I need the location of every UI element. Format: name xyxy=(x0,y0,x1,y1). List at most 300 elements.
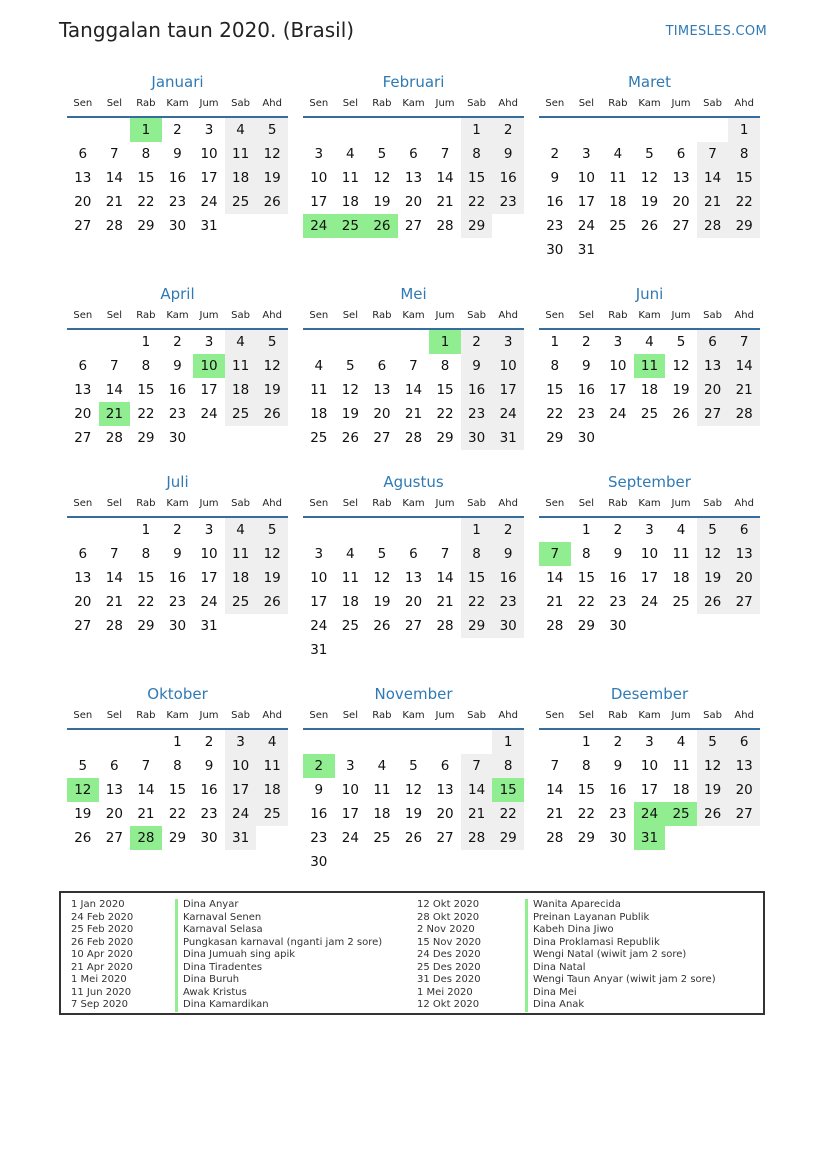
holiday-date: 15 Nov 2020 xyxy=(417,936,482,948)
day-cell: 28 xyxy=(436,218,454,234)
day-cell: 11 xyxy=(373,782,391,798)
day-cell: 5 xyxy=(409,758,418,774)
weekday-header: Ahd xyxy=(492,309,524,330)
day-cell: 2 xyxy=(461,330,493,354)
day-cell: 5 xyxy=(697,518,729,542)
month-days-grid xyxy=(303,709,524,874)
day-cell: 28 xyxy=(546,618,564,634)
holiday-names-right xyxy=(525,899,716,1012)
day-cell: 10 xyxy=(310,570,328,586)
day-cell: 31 xyxy=(225,826,257,850)
empty-day-cell xyxy=(697,426,729,450)
day-cell: 15 xyxy=(168,782,187,798)
day-cell: 22 xyxy=(168,806,187,822)
day-cell: 30 xyxy=(310,854,328,870)
holiday-day-cell: 25 xyxy=(665,802,697,826)
day-cell: 13 xyxy=(74,570,92,586)
day-cell: 16 xyxy=(168,570,187,586)
holiday-name: Dina Anyar xyxy=(175,899,382,912)
day-cell: 4 xyxy=(613,146,623,162)
day-cell: 15 xyxy=(461,166,493,190)
weekday-header: Sel xyxy=(571,97,603,118)
empty-day-cell xyxy=(67,118,99,142)
day-cell: 3 xyxy=(314,146,324,162)
day-cell: 5 xyxy=(256,330,288,354)
day-cell: 10 xyxy=(577,170,595,186)
empty-day-cell xyxy=(665,614,697,638)
weekday-header: Jum xyxy=(665,497,697,518)
day-cell: 12 xyxy=(373,570,391,586)
day-cell: 25 xyxy=(609,218,627,234)
day-cell: 2 xyxy=(173,522,182,538)
day-cell: 15 xyxy=(728,166,760,190)
empty-day-cell xyxy=(398,118,430,142)
day-cell: 7 xyxy=(440,546,450,562)
day-cell: 6 xyxy=(728,730,760,754)
day-cell: 27 xyxy=(728,590,760,614)
weekday-header: Rab xyxy=(130,709,162,730)
holiday-day-cell: 15 xyxy=(492,778,524,802)
day-cell: 26 xyxy=(256,402,288,426)
weekday-header: Sel xyxy=(335,309,367,330)
weekday-header: Sel xyxy=(335,709,367,730)
holiday-name: Dina Natal xyxy=(525,962,716,975)
day-cell: 1 xyxy=(141,334,151,350)
day-cell: 27 xyxy=(672,218,690,234)
weekday-header: Sel xyxy=(335,97,367,118)
day-cell: 4 xyxy=(346,546,355,562)
empty-day-cell xyxy=(634,238,666,262)
day-cell: 30 xyxy=(577,430,595,446)
day-cell: 23 xyxy=(461,402,493,426)
day-cell: 12 xyxy=(256,142,288,166)
weekday-header: Sen xyxy=(67,497,99,518)
day-cell: 25 xyxy=(225,190,257,214)
day-cell: 13 xyxy=(105,782,123,798)
day-cell: 28 xyxy=(105,218,123,234)
day-cell: 16 xyxy=(310,806,328,822)
weekday-header: Kam xyxy=(162,97,194,118)
day-cell: 9 xyxy=(204,758,214,774)
day-cell: 5 xyxy=(256,518,288,542)
day-cell: 19 xyxy=(256,378,288,402)
empty-day-cell xyxy=(366,330,398,354)
day-cell: 18 xyxy=(373,806,391,822)
day-cell: 7 xyxy=(728,330,760,354)
weekday-header: Sab xyxy=(225,709,257,730)
holiday-name: Kabeh Dina Jiwo xyxy=(525,924,716,937)
day-cell: 28 xyxy=(105,618,123,634)
day-cell: 20 xyxy=(404,194,423,210)
day-cell: 16 xyxy=(609,782,627,798)
empty-day-cell xyxy=(728,426,760,450)
day-cell: 20 xyxy=(74,594,92,610)
day-cell: 2 xyxy=(204,734,214,750)
day-cell: 12 xyxy=(697,542,729,566)
day-cell: 28 xyxy=(461,826,493,850)
day-cell: 9 xyxy=(173,546,182,562)
day-cell: 6 xyxy=(78,146,88,162)
empty-day-cell xyxy=(634,118,666,142)
day-cell: 4 xyxy=(676,734,686,750)
day-cell: 28 xyxy=(546,830,564,846)
day-cell: 29 xyxy=(168,830,187,846)
day-cell: 16 xyxy=(168,170,187,186)
empty-day-cell xyxy=(602,118,634,142)
day-cell: 25 xyxy=(640,406,659,422)
day-cell: 14 xyxy=(728,354,760,378)
day-cell: 5 xyxy=(377,546,387,562)
day-cell: 9 xyxy=(492,542,524,566)
empty-day-cell xyxy=(697,238,729,262)
day-cell: 20 xyxy=(728,778,760,802)
day-cell: 19 xyxy=(404,806,423,822)
day-cell: 12 xyxy=(404,782,423,798)
holiday-date: 31 Des 2020 xyxy=(417,974,481,985)
day-cell: 3 xyxy=(204,122,214,138)
day-cell: 7 xyxy=(550,758,560,774)
day-cell: 23 xyxy=(492,190,524,214)
holiday-name: Dina Buruh xyxy=(175,974,382,987)
weekday-header: Kam xyxy=(398,97,430,118)
day-cell: 15 xyxy=(546,382,564,398)
weekday-header: Jum xyxy=(665,97,697,118)
day-cell: 20 xyxy=(74,194,92,210)
empty-day-cell xyxy=(99,330,131,354)
day-cell: 21 xyxy=(461,802,493,826)
day-cell: 4 xyxy=(225,118,257,142)
day-cell: 2 xyxy=(613,734,623,750)
weekday-header: Ahd xyxy=(256,97,288,118)
day-cell: 26 xyxy=(74,830,92,846)
day-cell: 7 xyxy=(110,358,119,374)
month-name: Juni xyxy=(635,285,664,303)
month-days-grid xyxy=(303,97,524,238)
holiday-date: 12 Okt 2020 xyxy=(417,899,480,910)
month-april xyxy=(67,284,288,472)
day-cell: 10 xyxy=(200,146,218,162)
day-cell: 11 xyxy=(225,354,257,378)
day-cell: 17 xyxy=(609,382,627,398)
day-cell: 10 xyxy=(640,546,659,562)
empty-day-cell xyxy=(492,638,524,662)
day-cell: 19 xyxy=(640,194,659,210)
day-cell: 24 xyxy=(609,406,627,422)
day-cell: 3 xyxy=(613,334,623,350)
day-cell: 22 xyxy=(137,194,155,210)
day-cell: 29 xyxy=(546,430,564,446)
weekday-header: Sel xyxy=(571,497,603,518)
day-cell: 11 xyxy=(256,754,288,778)
weekday-header: Ahd xyxy=(728,709,760,730)
day-cell: 18 xyxy=(256,778,288,802)
day-cell: 6 xyxy=(728,518,760,542)
day-cell: 13 xyxy=(728,754,760,778)
empty-day-cell xyxy=(366,730,398,754)
empty-day-cell xyxy=(571,118,603,142)
weekday-header: Ahd xyxy=(256,709,288,730)
month-mei xyxy=(303,284,524,472)
day-cell: 31 xyxy=(200,618,218,634)
holiday-date: 12 Okt 2020 xyxy=(417,999,480,1010)
weekday-header: Kam xyxy=(634,497,666,518)
day-cell: 14 xyxy=(137,782,155,798)
day-cell: 22 xyxy=(137,406,155,422)
holiday-name: Dina Proklamasi Republik xyxy=(525,937,716,950)
day-cell: 25 xyxy=(225,402,257,426)
empty-day-cell xyxy=(634,426,666,450)
month-juni xyxy=(539,284,760,472)
empty-day-cell xyxy=(429,638,461,662)
day-cell: 14 xyxy=(461,778,493,802)
day-cell: 4 xyxy=(346,146,355,162)
day-cell: 18 xyxy=(672,782,690,798)
day-cell: 29 xyxy=(461,214,493,238)
day-cell: 23 xyxy=(168,406,187,422)
day-cell: 1 xyxy=(582,734,591,750)
day-cell: 11 xyxy=(672,546,690,562)
empty-day-cell xyxy=(697,614,729,638)
day-cell: 30 xyxy=(168,618,187,634)
month-days-grid xyxy=(539,497,760,638)
holiday-name: Dina Tiradentes xyxy=(175,962,382,975)
holiday-name: Dina Mei xyxy=(525,987,716,1000)
holiday-dates-right xyxy=(417,899,481,1012)
day-cell: 28 xyxy=(105,430,123,446)
day-cell: 4 xyxy=(225,330,257,354)
day-cell: 16 xyxy=(577,382,595,398)
empty-day-cell xyxy=(67,518,99,542)
weekday-header: Sen xyxy=(67,309,99,330)
empty-day-cell xyxy=(665,238,697,262)
day-cell: 2 xyxy=(492,518,524,542)
weekday-header: Rab xyxy=(366,497,398,518)
day-cell: 12 xyxy=(256,542,288,566)
weekday-header: Jum xyxy=(665,309,697,330)
holiday-name: Wanita Aparecida xyxy=(525,899,716,912)
holiday-day-cell: 7 xyxy=(539,542,571,566)
day-cell: 2 xyxy=(613,522,623,538)
month-name: September xyxy=(608,473,691,491)
weekday-header: Sen xyxy=(303,309,335,330)
day-cell: 26 xyxy=(256,590,288,614)
day-cell: 23 xyxy=(577,406,595,422)
empty-day-cell xyxy=(366,118,398,142)
day-cell: 21 xyxy=(436,594,454,610)
empty-day-cell xyxy=(602,238,634,262)
day-cell: 10 xyxy=(609,358,627,374)
day-cell: 9 xyxy=(492,142,524,166)
day-cell: 20 xyxy=(74,406,92,422)
day-cell: 3 xyxy=(582,146,591,162)
day-cell: 1 xyxy=(582,522,591,538)
day-cell: 18 xyxy=(341,194,359,210)
day-cell: 17 xyxy=(492,378,524,402)
weekday-header: Rab xyxy=(130,309,162,330)
weekday-header: Sab xyxy=(697,309,729,330)
day-cell: 22 xyxy=(577,594,595,610)
day-cell: 14 xyxy=(105,170,123,186)
day-cell: 14 xyxy=(105,382,123,398)
weekday-header: Ahd xyxy=(492,709,524,730)
day-cell: 24 xyxy=(577,218,595,234)
day-cell: 16 xyxy=(492,566,524,590)
empty-day-cell xyxy=(539,730,571,754)
day-cell: 4 xyxy=(225,518,257,542)
day-cell: 13 xyxy=(74,382,92,398)
day-cell: 30 xyxy=(609,618,627,634)
day-cell: 1 xyxy=(550,334,560,350)
day-cell: 6 xyxy=(697,330,729,354)
day-cell: 24 xyxy=(200,594,218,610)
day-cell: 30 xyxy=(200,830,218,846)
day-cell: 8 xyxy=(582,758,591,774)
day-cell: 20 xyxy=(697,378,729,402)
weekday-header: Rab xyxy=(602,709,634,730)
day-cell: 21 xyxy=(105,594,123,610)
month-name: Mei xyxy=(400,285,427,303)
empty-day-cell xyxy=(539,118,571,142)
weekday-header: Rab xyxy=(366,709,398,730)
empty-day-cell xyxy=(429,850,461,874)
day-cell: 13 xyxy=(404,170,423,186)
day-cell: 24 xyxy=(341,830,359,846)
month-days-grid xyxy=(67,309,288,450)
day-cell: 7 xyxy=(461,754,493,778)
day-cell: 4 xyxy=(645,334,654,350)
empty-day-cell xyxy=(665,826,697,850)
day-cell: 10 xyxy=(492,354,524,378)
holiday-day-cell: 11 xyxy=(634,354,666,378)
day-cell: 8 xyxy=(440,358,450,374)
day-cell: 12 xyxy=(256,354,288,378)
day-cell: 27 xyxy=(74,618,92,634)
weekday-header: Jum xyxy=(665,709,697,730)
empty-day-cell xyxy=(256,826,288,850)
day-cell: 26 xyxy=(256,190,288,214)
weekday-header: Sab xyxy=(225,97,257,118)
day-cell: 30 xyxy=(461,426,493,450)
holiday-date: 10 Apr 2020 xyxy=(71,949,133,960)
day-cell: 16 xyxy=(546,194,564,210)
weekday-header: Kam xyxy=(634,309,666,330)
empty-day-cell xyxy=(429,730,461,754)
day-cell: 8 xyxy=(728,142,760,166)
day-cell: 9 xyxy=(582,358,591,374)
holiday-name: Wengi Taun Anyar (wiwit jam 2 sore) xyxy=(525,974,716,987)
day-cell: 29 xyxy=(577,618,595,634)
day-cell: 29 xyxy=(461,614,493,638)
day-cell: 11 xyxy=(225,142,257,166)
day-cell: 24 xyxy=(492,402,524,426)
month-days-grid xyxy=(67,497,288,638)
empty-day-cell xyxy=(697,826,729,850)
month-days-grid xyxy=(539,309,760,450)
day-cell: 13 xyxy=(404,570,423,586)
weekday-header: Sen xyxy=(539,309,571,330)
day-cell: 29 xyxy=(137,218,155,234)
empty-day-cell xyxy=(99,518,131,542)
month-september xyxy=(539,472,760,684)
weekday-header: Jum xyxy=(429,309,461,330)
weekday-header: Rab xyxy=(602,309,634,330)
empty-day-cell xyxy=(225,614,257,638)
month-name: Januari xyxy=(151,73,204,91)
day-cell: 31 xyxy=(310,642,328,658)
day-cell: 23 xyxy=(546,218,564,234)
weekday-header: Sel xyxy=(335,497,367,518)
weekday-header: Kam xyxy=(162,309,194,330)
day-cell: 20 xyxy=(672,194,690,210)
day-cell: 29 xyxy=(492,826,524,850)
day-cell: 21 xyxy=(546,594,564,610)
day-cell: 12 xyxy=(672,358,690,374)
day-cell: 5 xyxy=(346,358,355,374)
month-name: Februari xyxy=(382,73,445,91)
empty-day-cell xyxy=(461,638,493,662)
empty-day-cell xyxy=(665,426,697,450)
month-days-grid xyxy=(303,497,524,662)
day-cell: 8 xyxy=(141,146,151,162)
month-name: Oktober xyxy=(147,685,208,703)
day-cell: 11 xyxy=(310,382,328,398)
day-cell: 4 xyxy=(256,730,288,754)
day-cell: 18 xyxy=(225,378,257,402)
day-cell: 9 xyxy=(314,782,324,798)
day-cell: 14 xyxy=(546,570,564,586)
day-cell: 15 xyxy=(137,170,155,186)
day-cell: 22 xyxy=(728,190,760,214)
day-cell: 5 xyxy=(377,146,387,162)
day-cell: 26 xyxy=(404,830,423,846)
day-cell: 3 xyxy=(492,330,524,354)
day-cell: 9 xyxy=(613,546,623,562)
weekday-header: Kam xyxy=(398,709,430,730)
day-cell: 6 xyxy=(78,546,88,562)
month-name: Desember xyxy=(610,685,689,703)
weekday-header: Ahd xyxy=(256,497,288,518)
day-cell: 18 xyxy=(310,406,328,422)
day-cell: 24 xyxy=(640,594,659,610)
day-cell: 10 xyxy=(225,754,257,778)
day-cell: 15 xyxy=(461,566,493,590)
month-maret xyxy=(539,72,760,284)
weekday-header: Sen xyxy=(303,497,335,518)
day-cell: 5 xyxy=(645,146,654,162)
day-cell: 17 xyxy=(640,782,659,798)
holiday-name: Awak Kristus xyxy=(175,987,382,1000)
day-cell: 25 xyxy=(672,594,690,610)
holiday-date: 24 Des 2020 xyxy=(417,949,481,960)
day-cell: 26 xyxy=(672,406,690,422)
day-cell: 14 xyxy=(697,166,729,190)
day-cell: 7 xyxy=(409,358,418,374)
holiday-day-cell: 21 xyxy=(99,402,131,426)
month-agustus xyxy=(303,472,524,684)
day-cell: 24 xyxy=(225,802,257,826)
empty-day-cell xyxy=(303,118,335,142)
day-cell: 25 xyxy=(225,590,257,614)
brand-link[interactable]: TIMESLES.COM xyxy=(665,24,767,39)
day-cell: 21 xyxy=(728,378,760,402)
day-cell: 23 xyxy=(492,590,524,614)
month-desember xyxy=(539,684,760,896)
day-cell: 19 xyxy=(256,166,288,190)
holiday-names-left xyxy=(175,899,382,1012)
month-name: April xyxy=(160,285,195,303)
day-cell: 27 xyxy=(105,830,123,846)
weekday-header: Rab xyxy=(602,497,634,518)
